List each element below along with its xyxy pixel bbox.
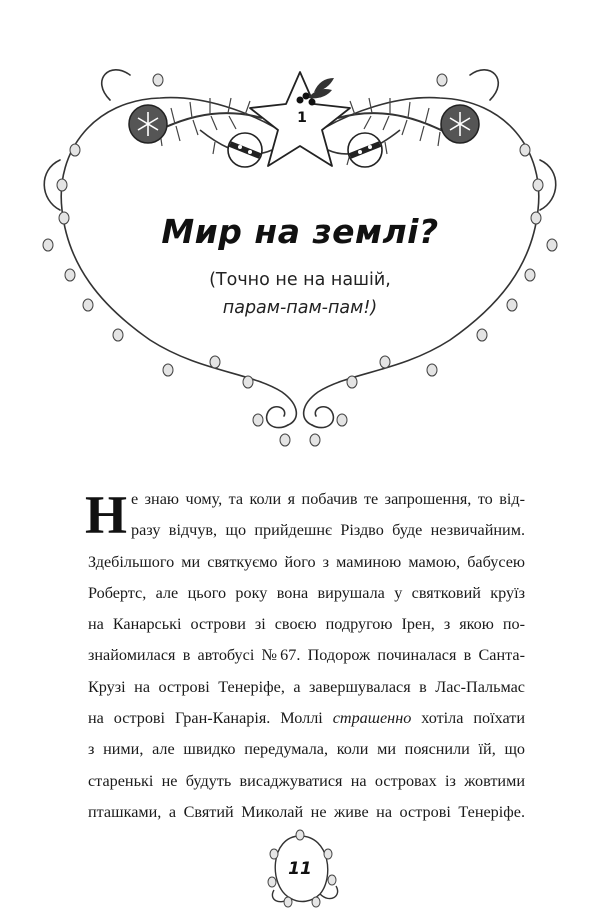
text-line: з ними, але швидко передумала, коли ми пояснили їй, що (88, 740, 525, 759)
text-line: на Канарські острови зі своєю подругою Ірен, з якою по- (88, 615, 525, 634)
text-line: старенькі не будуть висаджуватися на островах із жовтими (88, 771, 525, 790)
snowflake-ornament-icon (441, 105, 479, 143)
text-fragment: на острові Гран-Канарія. Моллі (88, 709, 333, 728)
drop-cap: Н (85, 485, 128, 545)
chapter-number: 1 (297, 110, 307, 126)
text-line (88, 703, 525, 734)
text-line: Здебільшого ми святкуємо його з маминою мамою, бабусею (88, 552, 525, 571)
ornament-icon (348, 133, 382, 167)
italic-word: страшенно (332, 709, 412, 728)
text-line: знайомилася в автобусі №67. Подорож починалася в Санта- (88, 646, 525, 665)
text-line: Робертс, але цього року вона вирушала у святковий круїз (88, 583, 525, 602)
chapter-title: Мир на землі? (161, 212, 439, 251)
page-number-wreath (250, 826, 350, 911)
page-number: 11 (288, 859, 312, 879)
text-fragment: хотіла поїхати (411, 709, 525, 728)
snowflake-ornament-icon (129, 105, 167, 143)
chapter-subtitle (0, 266, 600, 322)
subtitle-line-1: (Точно не на нашій, (209, 270, 391, 290)
text-line: пташками, а Святий Миколай не живе на острові Тенеріфе. (88, 802, 525, 821)
text-line: е знаю чому, та коли я побачив те запрошення, то від- (131, 490, 525, 508)
text-line: разу відчув, що прийдешнє Різдво буде незвичайним. (131, 521, 525, 540)
ornament-icon (228, 133, 262, 167)
body-text (85, 484, 525, 828)
subtitle-line-2: парам-пам-пам!) (222, 298, 378, 318)
text-line: Крузі на острові Тенеріфе, а завершувалася в Лас-Пальмас (88, 677, 525, 696)
